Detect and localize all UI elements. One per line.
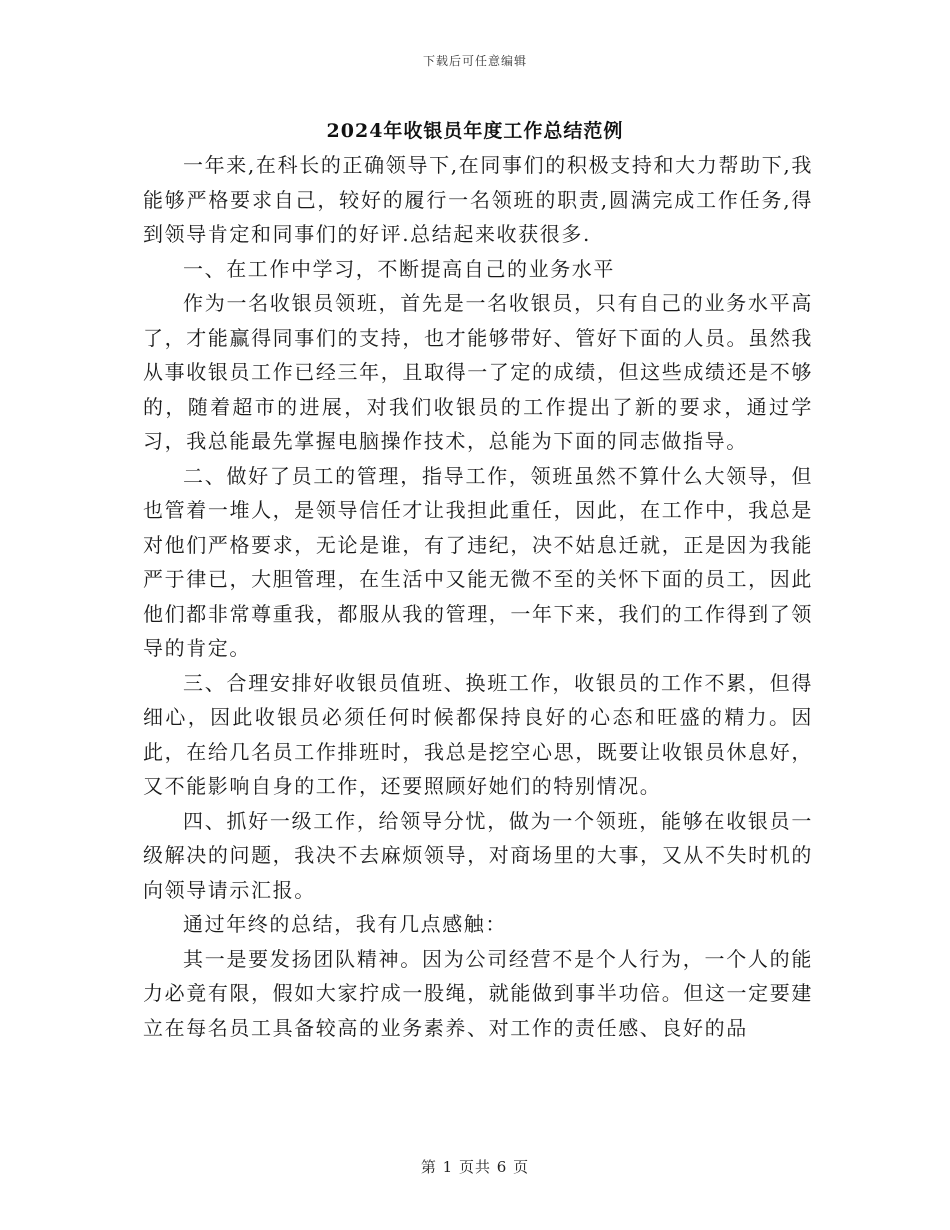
- page-number: 第 1 页共 6 页: [420, 1158, 530, 1176]
- paragraph-point-1: 其一是要发扬团队精神。因为公司经营不是个人行为，一个人的能力必竟有限，假如大家拧成一股绳，就能做到事半功倍。但这一定要建立在每名员工具备较高的业务素养、对工作的责任感、良好的品: [143, 946, 813, 1040]
- document-title: 2024年收银员年度工作总结范例: [326, 120, 624, 142]
- paragraph-2: 二、做好了员工的管理，指导工作，领班虽然不算什么大领导，但也管着一堆人，是领导信任才让我担此重任，因此，在工作中，我总是对他们严格要求，无论是谁，有了违纪，决不姑息迁就，正是因为我能严于律已，大胆管理，在生活中又能无微不至的关怀下面的员工，因此他们都非常尊重我，都服从我的管理，一年下来，我们的工作得到了领导的肯定。: [143, 463, 813, 660]
- paragraph-intro: 一年来,在科长的正确领导下,在同事们的积极支持和大力帮助下,我能够严格要求自己，较好的履行一名领班的职责,圆满完成工作任务,得到领导肯定和同事们的好评.总结起来收获很多.: [143, 153, 813, 246]
- document-body: [143, 148, 813, 1045]
- paragraph-summary-intro: 通过年终的总结，我有几点感触：: [183, 912, 507, 936]
- paragraph-4: 四、抓好一级工作，给领导分忧，做为一个领班，能够在收银员一级解决的问题，我决不去麻烦领导，对商场里的大事，又从不失时机的向领导请示汇报。: [143, 808, 813, 902]
- section-heading-1: 一、在工作中学习，不断提高自己的业务水平: [183, 256, 615, 281]
- page-header: 下载后可任意编辑: [422, 54, 527, 68]
- paragraph-3: 三、合理安排好收银员值班、换班工作，收银员的工作不累，但得细心，因此收银员必须任何时候都保持良好的心态和旺盛的精力。因此，在给几名员工作排班时，我总是挖空心思，既要让收银员休息好，又不能影响自身的工作，还要照顾好她们的特别情况。: [143, 670, 813, 798]
- paragraph-1: 作为一名收银员领班，首先是一名收银员，只有自己的业务水平高了，才能赢得同事们的支持，也才能够带好、管好下面的人员。虽然我从事收银员工作已经三年，且取得一了定的成绩，但这些成绩还是不够的，随着超市的进展，对我们收银员的工作提出了新的要求，通过学习，我总能最先掌握电脑操作技术，总能为下面的同志做指导。: [143, 291, 813, 453]
